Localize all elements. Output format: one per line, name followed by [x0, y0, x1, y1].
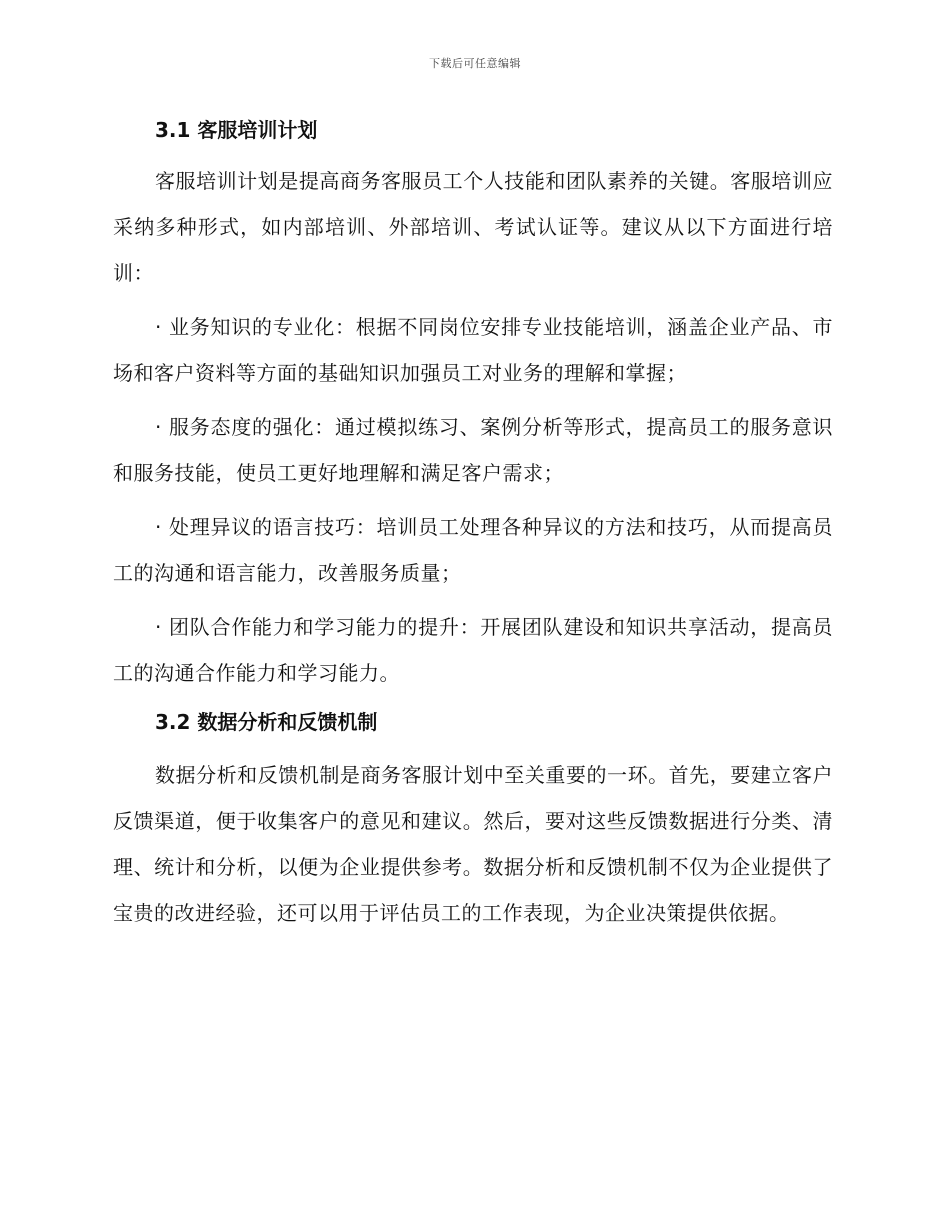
- document-body: [113, 110, 833, 936]
- paragraph-training-intro: 客服培训计划是提高商务客服员工个人技能和团队素养的关键。客服培训应采纳多种形式，如内部培训、外部培训、考试认证等。建议从以下方面进行培训：: [113, 169, 833, 285]
- bullet-item-service-attitude: · 服务态度的强化：通过模拟练习、案例分析等形式，提高员工的服务意识和服务技能，使员工更好地理解和满足客户需求；: [113, 415, 833, 485]
- bullet-item-teamwork-learning: · 团队合作能力和学习能力的提升：开展团队建设和知识共享活动，提高员工的沟通合作能力和学习能力。: [113, 615, 833, 685]
- page-header: 下载后可任意编辑: [429, 57, 521, 70]
- section-heading-training: 3.1 客服培训计划: [155, 118, 318, 142]
- bullet-item-business-knowledge: · 业务知识的专业化：根据不同岗位安排专业技能培训，涵盖企业产品、市场和客户资料等方面的基础知识加强员工对业务的理解和掌握；: [113, 315, 833, 385]
- section-heading-data-analysis: 3.2 数据分析和反馈机制: [155, 710, 378, 734]
- paragraph-data-analysis: 数据分析和反馈机制是商务客服计划中至关重要的一环。首先，要建立客户反馈渠道，便于收集客户的意见和建议。然后，要对这些反馈数据进行分类、清理、统计和分析，以便为企业提供参考。数据分析和反馈机制不仅为企业提供了宝贵的改进经验，还可以用于评估员工的工作表现，为企业决策提供依据。: [113, 763, 833, 925]
- bullet-item-objection-handling: · 处理异议的语言技巧：培训员工处理各种异议的方法和技巧，从而提高员工的沟通和语言能力，改善服务质量；: [113, 515, 833, 585]
